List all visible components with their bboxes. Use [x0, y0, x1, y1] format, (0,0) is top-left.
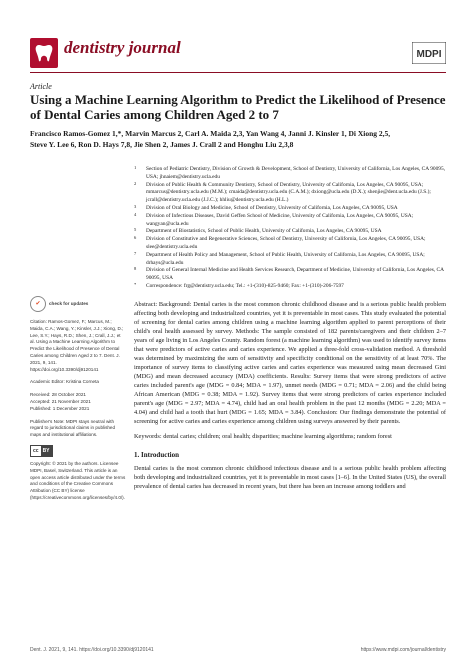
- affiliation-item: [134, 267, 446, 283]
- mdpi-logo: [412, 42, 446, 64]
- affiliation-text: Division of Oral Biology and Medicine, School of Dentistry, University of California, Los Angeles, CA 90095, USA: [146, 204, 398, 211]
- affiliation-text: Division of Constitutive and Regenerative Sciences, School of Dentistry, University of California, Los Angeles, CA 90095, USA; slee@dentistry.ucla.edu: [146, 236, 426, 250]
- affiliation-number: 5: [134, 227, 137, 233]
- check-updates-badge[interactable]: [30, 296, 126, 312]
- footer-journal-url[interactable]: https://www.mdpi.com/journal/dentistry: [360, 647, 446, 653]
- correspondence-text: Correspondence: frg@dentistry.ucla.edu; Tel.: +1-(310)-825-9460; Fax: +1-(310)-206-7597: [146, 282, 344, 289]
- affiliation-number: 1: [134, 165, 137, 170]
- affiliation-number: 3: [134, 203, 137, 209]
- affiliation-item: [134, 228, 446, 236]
- affiliation-text: Section of Pediatric Dentistry, Division of Growth & Development, School of Dentistry, University of California, Los Angeles, CA 90095, USA; jhnaiem@dentistry.ucla.edu: [146, 166, 446, 180]
- check-updates-label: check for updates: [49, 301, 89, 307]
- page-footer: [30, 647, 446, 653]
- published-date: Published: 1 December 2021: [30, 405, 90, 411]
- affiliation-number: 7: [134, 250, 137, 256]
- publisher-note: Publisher's Note: MDPI stays neutral with regard to jurisdictional claims in published maps and institutional affiliations.: [30, 418, 116, 438]
- affiliation-text: Division of Infectious Diseases, David Geffen School of Medicine, University of California, Los Angeles, CA 90095, USA; wangyan@ucla.edu: [146, 212, 414, 227]
- by-label: BY: [42, 447, 50, 454]
- introduction-paragraph: Dental caries is the most common chronic childhood infectious disease and is a serious public health problem affecting both developing and industrialized countries, yet it is preventable in most cases [1–6]. In the United States (US), the overall prevalence of dental caries has decreased in recent years, but there has been an increase among toddlers and: [134, 465, 446, 490]
- affiliation-number: 8: [134, 266, 137, 272]
- journal-logo: [30, 38, 58, 68]
- keywords: Keywords: dental caries; children; oral health; disparities; machine learning algorithms; random forest: [134, 433, 392, 440]
- affiliation-item: [134, 236, 446, 252]
- affiliations: [134, 166, 446, 291]
- footer-citation: Dent. J. 2021, 9, 141. https://doi.org/10.3390/dj9120141: [30, 647, 154, 653]
- section-heading: 1. Introduction: [134, 451, 179, 459]
- affiliation-text: Department of Biostatistics, School of Public Health, University of California, Los Angeles, CA 90095, USA: [146, 228, 382, 235]
- correspondence: [134, 283, 446, 291]
- journal-header: [0, 0, 474, 78]
- article-type: Article: [30, 82, 52, 91]
- affiliation-text: Division of General Internal Medicine and Health Services Research, Department of Medicine, University of California, Los Angeles, CA 90095, USA: [146, 267, 444, 282]
- affiliation-number: *: [134, 281, 137, 287]
- affiliation-item: [134, 205, 446, 213]
- article-title: Using a Machine Learning Algorithm to Predict the Likelihood of Presence of Dental Caries among Children Aged 2 to 7: [30, 92, 446, 122]
- copyright: Copyright: © 2021 by the authors. Licensee MDPI, Basel, Switzerland. This article is an open access article distributed under the terms and conditions of the Creative Commons Attribution (CC BY) license (https://creativecommons.org/licenses/by/4.0/).: [30, 460, 126, 500]
- mdpi-text: MDPI: [416, 49, 442, 60]
- authors-line-2: Steve Y. Lee 6, Ron D. Hays 7,8, Jie Shen 2, James J. Crall 2 and Honghu Liu 2,3,8: [30, 140, 294, 149]
- author-list: [30, 128, 446, 150]
- check-updates-icon: ✔: [30, 296, 46, 312]
- citation: Citation: Ramos-Gomez, F.; Marcus, M.; Maida, C.A.; Wang, Y.; Kinsler, J.J.; Xiong, D.; Lee, S.Y.; Hays, R.D.; Shen, J.; Crall, J.J.; et al. Using a Machine Learning Algorithm to Predict the Likelihood of Presence of Dental Caries among Children Aged 2 to 7. Dent. J. 2021, 9, 141. https://doi.org/10.3390/dj9120141: [30, 319, 124, 372]
- abstract: Abstract: Background: Dental caries is the most common chronic childhood disease and is a serious public health problem affecting both developing and industrialized countries, yet it is preventable in most cases. This study evaluated the potential of screening for dental caries among children using a machine learning algorithm applied to parent perceptions of their child's oral health assessed by survey. Methods: The sample consisted of 182 parents/caregivers and their children 2–7 years of age living in Los Angeles County. Random forest (a machine learning algorithm) was used to identify survey items that were predictors of active caries and caries experience. We applied a three-fold cross-validation method. A threshold was determined by maximizing the sum of sensitivity and specificity conditional on the sensitivity of at least 70%. The importance of survey items to classifying active caries and caries experience was measured using mean decreased Gini (MDG) and mean decreased accuracy (MDA) coefficients. Results: Survey items that were strong predictors of active caries included parent's age (MDG = 0.84; MDA = 1.97), unmet needs (MDG = 0.71; MDA = 2.06) and the child being African American (MDG = 0.38; MDA = 1.92). Survey items that were strong predictors of caries experience included parent's age (MDG = 2.97; MDA = 4.74), child had an oral health problem in the past 12 months (MDG = 2.20; MDA = 4.04) and child had a tooth that hurt (MDG = 1.65; MDA = 3.84). Conclusion: Our findings demonstrate the potential of screening for active caries and caries experience among children using surveys answered by their parents.: [134, 301, 446, 425]
- affiliation-text: Department of Health Policy and Management, School of Public Health, University of California, Los Angeles, CA 90095, USA; drhays@ucla.edu: [146, 251, 425, 266]
- affiliation-number: 2: [134, 180, 137, 186]
- affiliation-text: Division of Public Health & Community Dentistry, School of Dentistry, University of California, Los Angeles, CA 90095, USA; mmarcus@dentistry.ucla.edu (M.M.); cmaida@dentistry.ucla.edu (C.A.M.); dxiong@ucla.edu (D.X.); shenjie@dent.ucla.edu (J.S.); jcrall@dentistry.ucla.edu (J.J.C.); hhliu@dentistry.ucla.edu (H.L.): [146, 181, 431, 204]
- academic-editor: Academic Editor: Kristina Corneta: [30, 379, 99, 385]
- cc-by-license-badge[interactable]: [30, 445, 53, 457]
- affiliation-item: [134, 252, 446, 268]
- affiliation-item: [134, 182, 446, 205]
- cc-label: cc: [33, 447, 39, 454]
- authors-line-1: Francisco Ramos-Gomez 1,*, Marvin Marcus 2, Carl A. Maida 2,3, Yan Wang 4, Janni J. Kinsler 1, Di Xiong 2,5,: [30, 129, 391, 138]
- affiliation-item: [134, 213, 446, 229]
- affiliation-number: 6: [134, 235, 137, 241]
- affiliation-item: [134, 166, 446, 182]
- journal-name: dentistry journal: [64, 38, 181, 57]
- sidebar: [30, 296, 126, 508]
- received-date: Received: 28 October 2021: [30, 392, 86, 398]
- affiliation-number: 4: [134, 211, 137, 217]
- tooth-icon: [35, 43, 53, 63]
- main-text: [134, 300, 446, 497]
- accepted-date: Accepted: 21 November 2021: [30, 398, 91, 404]
- header-rule: [30, 72, 446, 73]
